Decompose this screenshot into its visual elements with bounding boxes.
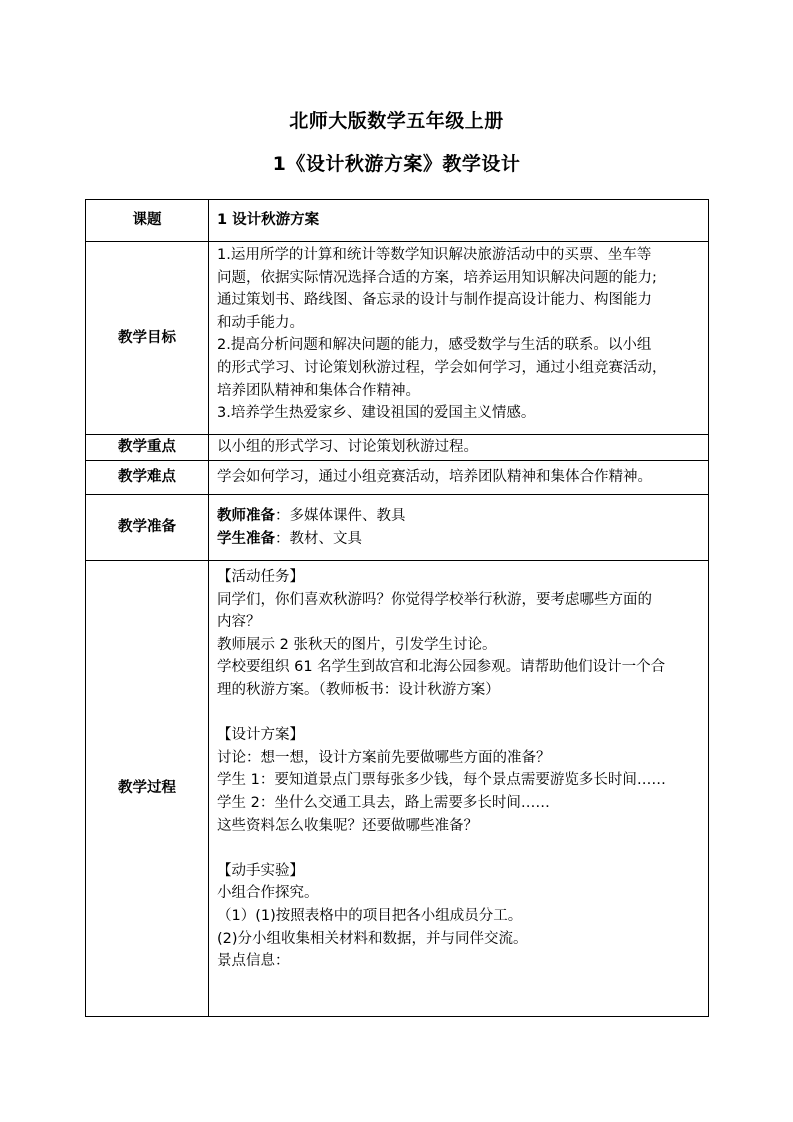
preparation-row [86, 495, 709, 561]
lesson-plan-table [85, 199, 709, 1017]
preparation-label: 教学准备 [86, 495, 209, 561]
process-blank-line [217, 837, 702, 860]
objective-line: 培养团队精神和集体合作精神。 [217, 382, 420, 399]
key-points-label: 教学重点 [86, 435, 209, 461]
objective-line: 问题，依据实际情况选择合适的方案，培养运用知识解决问题的能力; [217, 269, 657, 286]
topic-value: 1 设计秋游方案 [209, 200, 709, 242]
process-line: （1）(1)按照表格中的项目把各小组成员分工。 [217, 907, 523, 924]
teacher-preparation-value: ：多媒体课件、教具 [275, 507, 406, 524]
objectives-label: 教学目标 [86, 242, 209, 435]
student-preparation-value: ：教材、文具 [275, 530, 362, 547]
process-line: 【活动任务】 [217, 569, 304, 585]
process-blank-line [217, 702, 702, 725]
difficulties-label: 教学难点 [86, 461, 209, 495]
difficulties-row [86, 461, 709, 495]
process-label: 教学过程 [86, 561, 209, 1017]
objective-line: 3.培养学生热爱家乡、建设祖国的爱国主义情感。 [217, 405, 536, 422]
process-line: 景点信息： [217, 953, 290, 970]
difficulties-value: 学会如何学习，通过小组竞赛活动，培养团队精神和集体合作精神。 [209, 461, 709, 495]
objectives-content [209, 242, 709, 435]
key-points-value: 以小组的形式学习、讨论策划秋游过程。 [209, 435, 709, 461]
process-line: 同学们，你们喜欢秋游吗？你觉得学校举行秋游，要考虑哪些方面的 [217, 591, 652, 608]
objective-line: 2.提高分析问题和解决问题的能力，感受数学与生活的联系。以小组 [217, 337, 652, 354]
process-line: (2)分小组收集相关材料和数据，并与同伴交流。 [217, 930, 528, 947]
objective-line: 和动手能力。 [217, 314, 304, 331]
document-title: 北师大版数学五年级上册 [289, 110, 504, 132]
process-line: 【动手实验】 [217, 862, 304, 879]
teacher-preparation [217, 505, 702, 528]
objective-line: 1.运用所学的计算和统计等数学知识解决旅游活动中的买票、坐车等 [217, 247, 652, 263]
process-line: 【设计方案】 [217, 727, 304, 744]
objective-line: 通过策划书、路线图、备忘录的设计与制作提高设计能力、构图能力 [217, 292, 652, 309]
teacher-preparation-label: 教师准备 [217, 507, 275, 524]
process-line: 内容？ [217, 614, 261, 631]
topic-label: 课题 [86, 200, 209, 242]
process-line: 讨论：想一想，设计方案前先要做哪些方面的准备？ [217, 749, 551, 766]
document-subtitle: 1《设计秋游方案》教学设计 [272, 153, 521, 175]
topic-row [86, 200, 709, 242]
process-line: 这些资料怎么收集呢？还要做哪些准备？ [217, 817, 478, 834]
process-line: 理的秋游方案。（教师板书：设计秋游方案） [217, 681, 500, 698]
student-preparation [217, 528, 702, 551]
process-line: 教师展示 2 张秋天的图片，引发学生讨论。 [217, 636, 497, 653]
process-content [209, 561, 709, 1017]
objective-line: 的形式学习、讨论策划秋游过程，学会如何学习，通过小组竞赛活动， [217, 359, 667, 376]
process-line: 学生 1：要知道景点门票每张多少钱，每个景点需要游览多长时间…… [217, 772, 666, 789]
preparation-content [209, 495, 709, 561]
objectives-row [86, 242, 709, 435]
process-line: 学校要组织 61 名学生到故宫和北海公园参观。请帮助他们设计一个合 [217, 659, 666, 676]
process-row [86, 561, 709, 1017]
key-points-row [86, 435, 709, 461]
process-line: 小组合作探究。 [217, 885, 319, 902]
process-line: 学生 2：坐什么交通工具去，路上需要多长时间…… [217, 794, 550, 811]
student-preparation-label: 学生准备 [217, 530, 275, 547]
